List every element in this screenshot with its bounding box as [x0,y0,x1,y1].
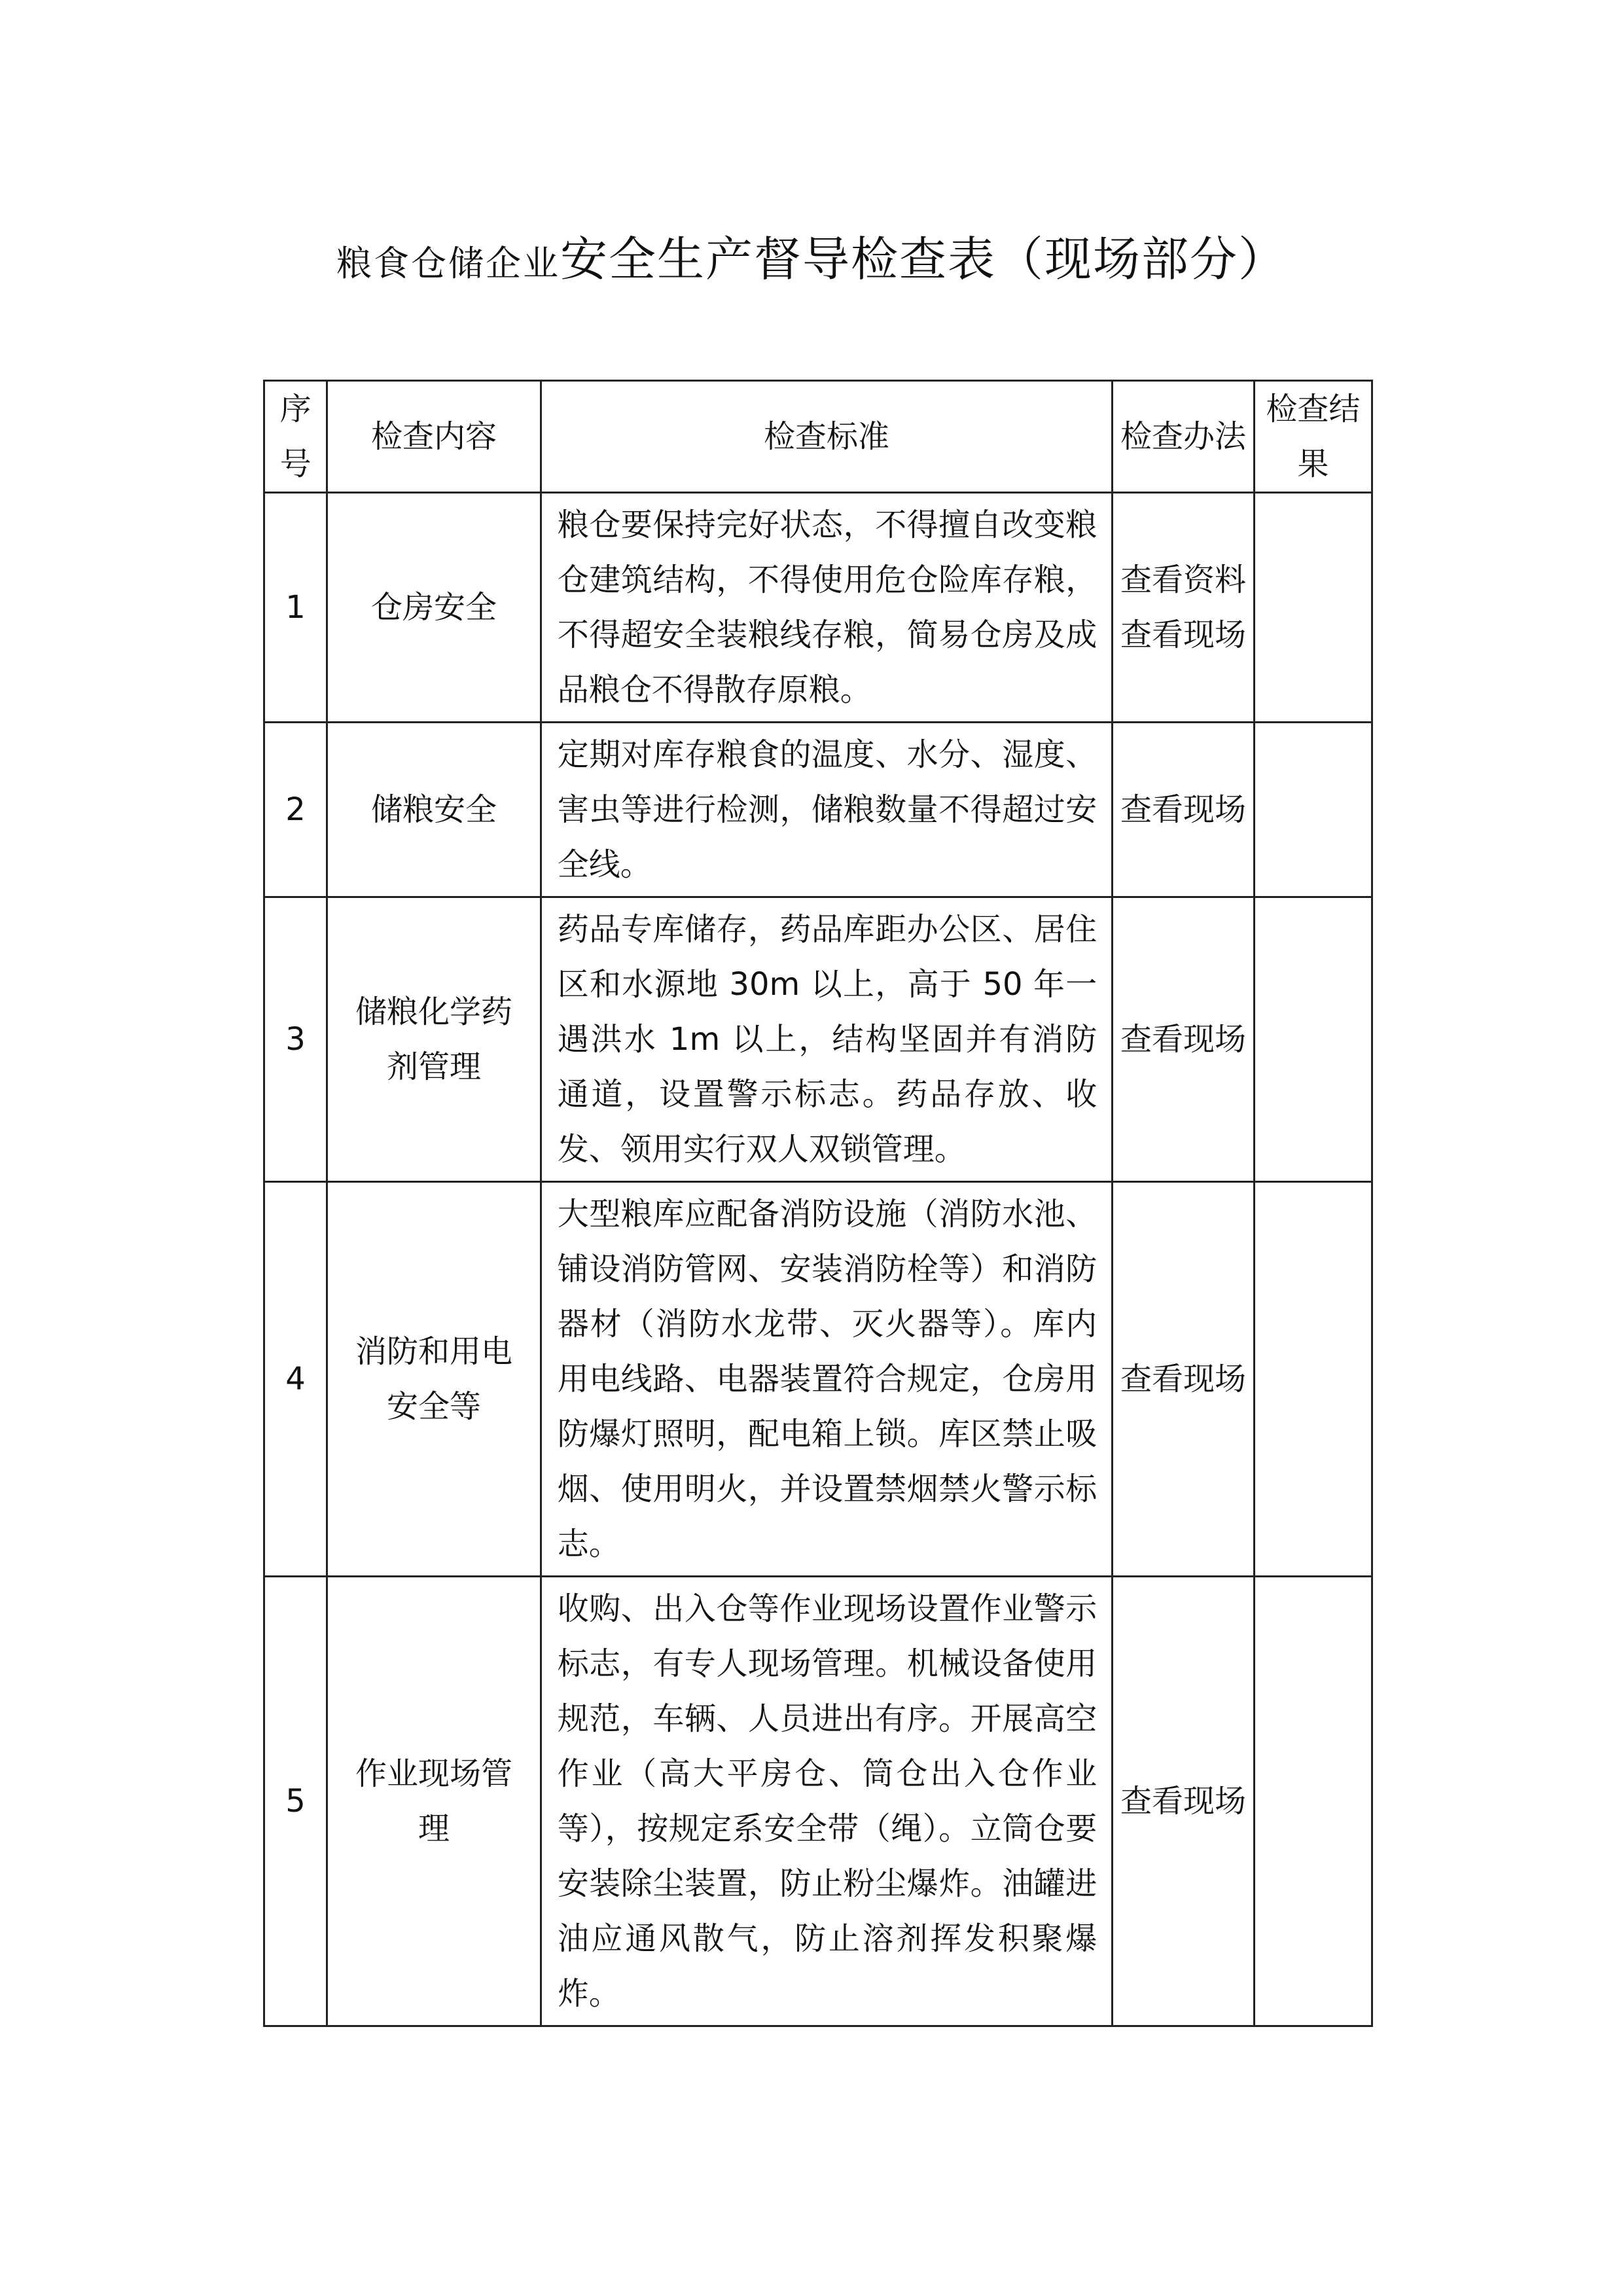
table-row [264,897,1372,1182]
row-item: 消防和用电安全等 [327,1182,541,1577]
header-standard: 检查标准 [541,381,1113,493]
title-main: 安全生产督导检查表（现场部分） [560,232,1287,287]
row-method: 查看现场 [1113,723,1254,897]
row-number: 2 [264,723,327,897]
header-result: 检查结果 [1254,381,1372,493]
row-item: 作业现场管理 [327,1577,541,2026]
row-number: 5 [264,1577,327,2026]
page-title [0,232,1623,287]
row-number: 3 [264,897,327,1182]
table-header-row [264,381,1372,493]
table-row [264,723,1372,897]
row-method: 查看现场 [1113,897,1254,1182]
row-result[interactable] [1254,493,1372,723]
row-standard: 药品专库储存，药品库距办公区、居住区和水源地 30m 以上，高于 50 年一遇洪水 1m 以上，结构坚固并有消防通道，设置警示标志。药品存放、收发、领用实行双人双锁管理。 [541,897,1113,1182]
row-method: 查看现场 [1113,1577,1254,2026]
row-method: 查看现场 [1113,1182,1254,1577]
row-result[interactable] [1254,897,1372,1182]
row-standard: 收购、出入仓等作业现场设置作业警示标志，有专人现场管理。机械设备使用规范，车辆、人员进出有序。开展高空作业（高大平房仓、筒仓出入仓作业等），按规定系安全带（绳）。立筒仓要安装除尘装置，防止粉尘爆炸。油罐进油应通风散气，防止溶剂挥发积聚爆炸。 [541,1577,1113,2026]
row-standard: 粮仓要保持完好状态，不得擅自改变粮仓建筑结构，不得使用危仓险库存粮，不得超安全装粮线存粮，简易仓房及成品粮仓不得散存原粮。 [541,493,1113,723]
row-method: 查看资料查看现场 [1113,493,1254,723]
header-item: 检查内容 [327,381,541,493]
row-item: 仓房安全 [327,493,541,723]
header-no: 序号 [264,381,327,493]
row-result[interactable] [1254,723,1372,897]
table-row [264,493,1372,723]
row-result[interactable] [1254,1577,1372,2026]
row-standard: 大型粮库应配备消防设施（消防水池、铺设消防管网、安装消防栓等）和消防器材（消防水龙带、灭火器等）。库内用电线路、电器装置符合规定，仓房用防爆灯照明，配电箱上锁。库区禁止吸烟、使用明火，并设置禁烟禁火警示标志。 [541,1182,1113,1577]
header-method: 检查办法 [1113,381,1254,493]
inspection-table [263,380,1373,2027]
row-number: 4 [264,1182,327,1577]
table-row [264,1182,1372,1577]
row-item: 储粮化学药剂管理 [327,897,541,1182]
row-standard: 定期对库存粮食的温度、水分、湿度、害虫等进行检测，储粮数量不得超过安全线。 [541,723,1113,897]
row-result[interactable] [1254,1182,1372,1577]
row-item: 储粮安全 [327,723,541,897]
table-row [264,1577,1372,2026]
title-prefix: 粮食仓储企业 [336,243,560,284]
row-number: 1 [264,493,327,723]
